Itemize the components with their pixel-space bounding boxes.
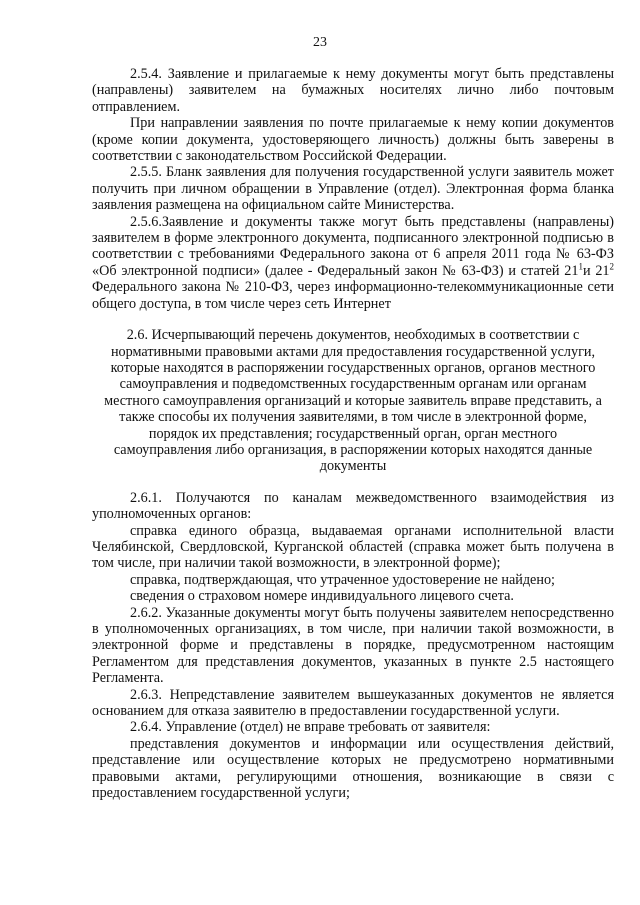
list-item-lost-certificate: справка, подтверждающая, что утраченное удостоверение не найдено; — [130, 571, 555, 588]
document-body — [92, 66, 614, 801]
paragraph-2-6-4: 2.6.4. Управление (отдел) не вправе требовать от заявителя: — [130, 719, 491, 736]
spacer — [92, 312, 614, 327]
list-item-certificate: справка единого образца, выдаваемая органами исполнительной власти Челябинской, Свердловской, Курганской областей (справка может быть получена в том числе, при наличии такой возможности, в электронной форме); — [92, 522, 614, 572]
paragraph-2-6-3: 2.6.3. Непредставление заявителем вышеуказанных документов не является основанием для отказа заявителю в предоставлении государственной услуги. — [92, 686, 614, 720]
paragraph-2-5-6-part-b: и 21 — [582, 262, 610, 279]
superscript-1: 1 — [578, 261, 583, 272]
paragraph-2-5-6-part-a: 2.5.6.Заявление и документы также могут быть представлены (направлены) заявителем в форме электронного документа, подписанного электронной подписью в соответствии с требованиями Федерального закона от 6 апреля 2011 года № 63-ФЗ «Об электронной подписи» (далее - Федеральный закон № 63-ФЗ) и статей 21 — [92, 213, 614, 279]
paragraph-2-5-5: 2.5.5. Бланк заявления для получения государственной услуги заявитель может получить при личном обращении в Управление (отдел). Электронная форма бланка заявления размещена на официальном сайте Министерства. — [92, 164, 614, 214]
paragraph-2-6-1: 2.6.1. Получаются по каналам межведомственного взаимодействия из уполномоченных органов: — [92, 489, 614, 523]
paragraph-2-5-6 — [92, 214, 614, 312]
spacer — [92, 475, 614, 490]
paragraph-2-5-6-part-c: Федерального закона № 210-ФЗ, через информационно-телекоммуникационные сети общего доступа, в том числе через сеть Интернет — [92, 279, 614, 312]
superscript-2: 2 — [609, 261, 615, 272]
paragraph-2-6-2: 2.6.2. Указанные документы могут быть получены заявителем непосредственно в уполномоченных организациях, в том числе, при наличии такой возможности, в электронной форме и представлены в порядке, предусмотренном настоящим Регламентом для представления документов, указанных в пункте 2.5 настоящего Регламента. — [92, 604, 614, 687]
list-item-documents-info: представления документов и информации или осуществления действий, представление или осуществление которых не предусмотрено нормативными правовыми актами, регулирующими отношения, возникающие в связи с предоставлением государственной услуги; — [92, 735, 614, 802]
page-number: 23 — [313, 35, 327, 50]
paragraph-2-5-4: 2.5.4. Заявление и прилагаемые к нему документы могут быть представлены (направлены) заявителем на бумажных носителях лично либо почтовым отправлением. — [92, 66, 614, 115]
section-heading-2-6: 2.6. Исчерпывающий перечень документов, необходимых в соответствии с нормативными правовыми актами для предоставления государственной услуги, которые находятся в распоряжении государственных органов, органов местного самоуправления и подведомственных государственным органам или органам местного самоуправления организаций и которые заявитель вправе представить, а также способы их получения заявителями, в том числе в электронной форме, порядок их представления; государственный орган, орган местного самоуправления либо организация, в распоряжении которых находятся данные документы — [104, 327, 602, 475]
list-item-insurance-number: сведения о страховом номере индивидуального лицевого счета. — [130, 588, 514, 605]
paragraph-postal-copies: При направлении заявления по почте прилагаемые к нему копии документов (кроме копии документа, удостоверяющего личность) должны быть заверены в соответствии с законодательством Российской Федерации. — [92, 115, 614, 165]
